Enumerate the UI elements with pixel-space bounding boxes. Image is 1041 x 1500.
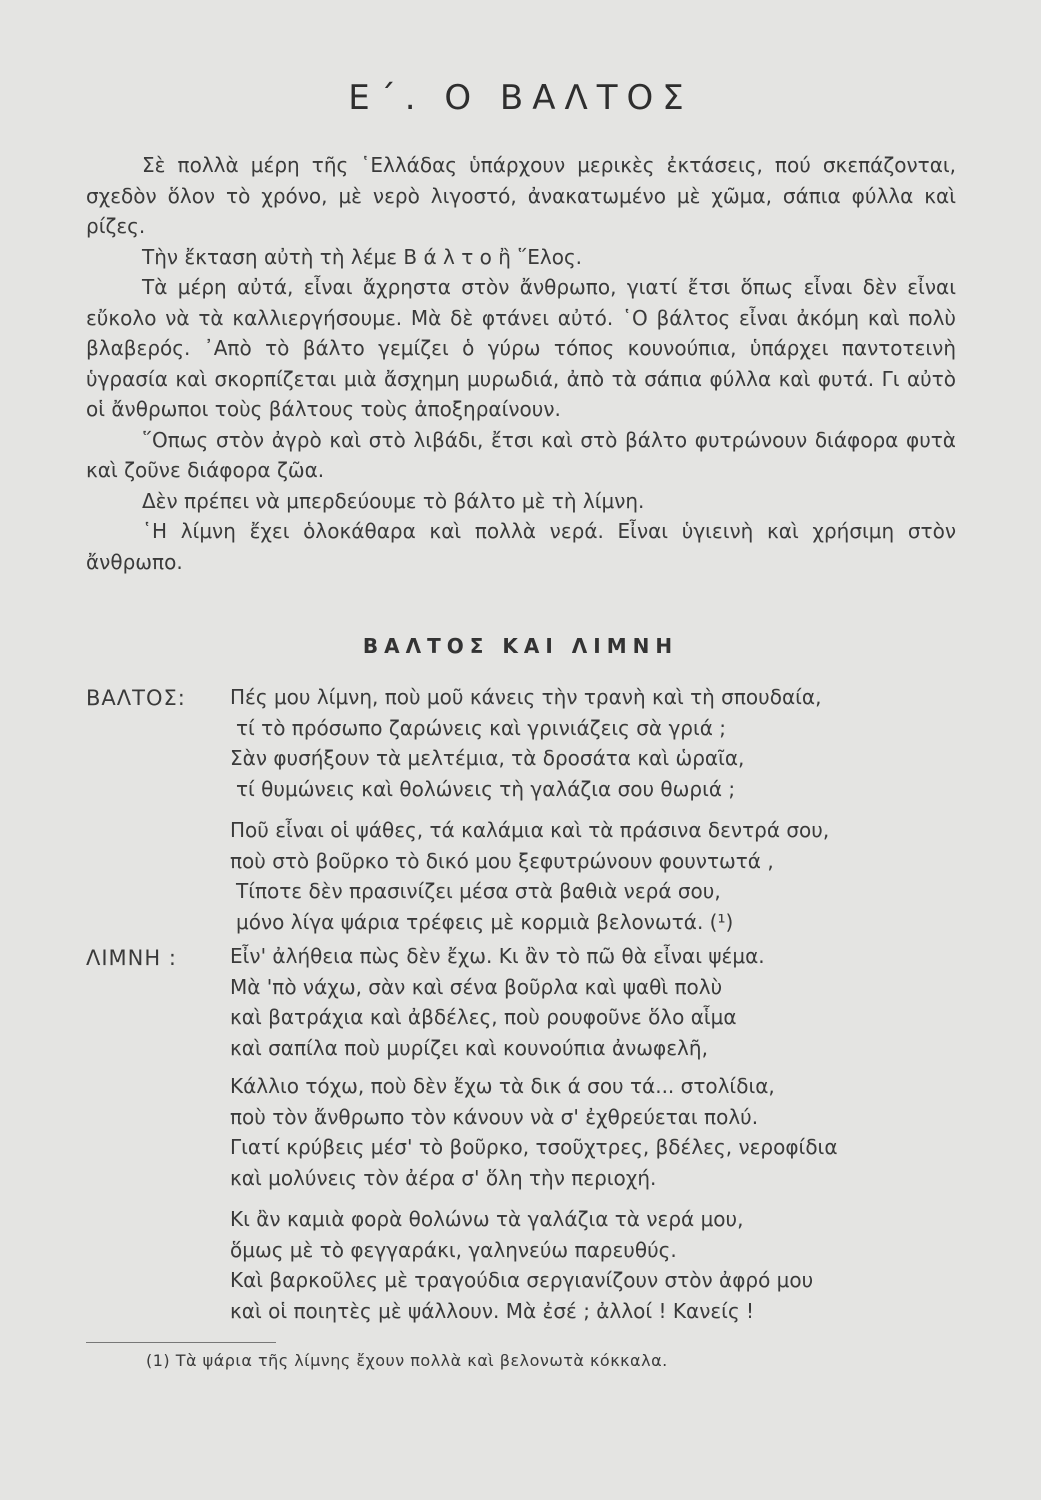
verse-line: καὶ μολύνεις τὸν ἀέρα σ' ὅλη τὴν περιοχή. (230, 1165, 657, 1190)
verse-line: ὅμως μὲ τὸ φεγγαράκι, γαληνεύω παρευθύς. (230, 1237, 677, 1262)
speaker-label-valtos: ΒΑΛΤΟΣ: (86, 686, 186, 710)
verse-line: Καὶ βαρκοῦλες μὲ τραγούδια σεργιανίζουν στὸν ἀφρό μου (230, 1268, 814, 1292)
paragraph: Δὲν πρέπει νὰ μπερδεύουμε τὸ βάλτο μὲ τὴ λίμνη. (142, 488, 645, 513)
paragraph: Τὰ μέρη αὐτά, εἶναι ἄχρηστα στὸν ἄνθρωπο, γιατί ἔτσι ὅπως εἶναι δὲν εἶναι εὔκολο νὰ τὰ καλλιεργήσουμε. Μὰ δὲ φτάνει αὐτό. ῾Ο βάλτος εἶναι ἀκόμη καὶ πολὺ βλαβερός. ᾿Απὸ τὸ βάλτο γεμίζει ὁ γύρω τόπος κουνούπια, ὑπάρχει παντοτεινὴ ὑγρασία καὶ σκορπίζεται μιὰ ἄσχημη μυρωδιά, ἀπὸ τὰ σάπια φύλλα καὶ φυτά. Γι αὐτὸ οἱ ἄνθρωποι τοὺς βάλτους τοὺς ἀποξηραίνουν. (86, 275, 956, 421)
verse-line: Κάλλιο τόχω, ποὺ δὲν ἔχω τὰ δικ ά σου τά... στολίδια, (230, 1074, 775, 1098)
verse-line: τί τὸ πρόσωπο ζαρώνεις καὶ γρινιάζεις σὰ γριά ; (236, 715, 727, 740)
paragraph: Σὲ πολλὰ μέρη τῆς ῾Ελλάδας ὑπάρχουν μερικὲς ἐκτάσεις, πού σκεπάζονται, σχεδὸν ὅλον τὸ χρόνο, μὲ νερὸ λιγοστό, ἀνακατωμένο μὲ χῶμα, σάπια φύλλα καὶ ρίζες. (86, 153, 956, 238)
verse-line: Ποῦ εἶναι οἱ ψάθες, τά καλάμια καὶ τὰ πράσινα δεντρά σου, (230, 818, 830, 842)
prose-body (86, 150, 956, 577)
verse-line: καὶ οἱ ποιητὲς μὲ ψάλλουν. Μὰ ἐσέ ; ἀλλοί ! Κανείς ! (230, 1298, 755, 1323)
footnote-divider (86, 1342, 276, 1343)
paragraph: ῞Οπως στὸν ἀγρὸ καὶ στὸ λιβάδι, ἔτσι καὶ στὸ βάλτο φυτρώνουν διάφορα φυτὰ καὶ ζοῦνε διάφορα ζῶα. (86, 427, 956, 482)
verse-line: ποὺ στὸ βοῦρκο τὸ δικό μου ξεφυτρώνουν φουντωτά , (230, 848, 774, 873)
stanza-3 (230, 941, 970, 1063)
poem-heading: ΒΑΛΤΟΣ ΚΑΙ ΛΙΜΝΗ (362, 634, 679, 658)
paragraph: ῾Η λίμνη ἔχει ὁλοκάθαρα καὶ πολλὰ νερά. Εἶναι ὑγιεινὴ καὶ χρήσιμη στὸν ἄνθρωπο. (86, 519, 956, 574)
stanza-5 (230, 1204, 970, 1326)
stanza-1 (230, 682, 970, 804)
verse-line: Εἶν' ἀλήθεια πὼς δὲν ἔχω. Κι ἂν τὸ πῶ θὰ εἶναι ψέμα. (230, 944, 765, 968)
verse-line: Μὰ 'πὸ νάχω, σὰν καὶ σένα βοῦρλα καὶ ψαθὶ πολὺ (230, 974, 723, 999)
paragraph: Τὴν ἔκταση αὐτὴ τὴ λέμε Β ά λ τ ο ἢ ῞Ελος. (142, 244, 583, 269)
verse-line: μόνο λίγα ψάρια τρέφεις μὲ κορμιὰ βελονωτά. (¹) (236, 909, 734, 934)
verse-line: τί θυμώνεις καὶ θολώνεις τὴ γαλάζια σου θωριά ; (236, 776, 736, 801)
verse-line: Πές μου λίμνη, ποὺ μοῦ κάνεις τὴν τρανὴ καὶ τὴ σπουδαία, (230, 685, 822, 709)
verse-line: Κι ἂν καμιὰ φορὰ θολώνω τὰ γαλάζια τὰ νερά μου, (230, 1207, 744, 1231)
verse-line: καὶ σαπίλα ποὺ μυρίζει καὶ κουνούπια ἀνωφελῆ, (230, 1035, 708, 1060)
verse-line: Τίποτε δὲν πρασινίζει μέσα στὰ βαθιὰ νερά σου, (236, 879, 721, 903)
footnote: (1) Τὰ ψάρια τῆς λίμνης ἔχουν πολλὰ καὶ βελονωτὰ κόκκαλα. (146, 1351, 668, 1370)
verse-line: καὶ βατράχια καὶ ἀβδέλες, ποὺ ρουφοῦνε ὅλο αἷμα (230, 1005, 737, 1029)
verse-line: Γιατί κρύβεις μέσ' τὸ βοῦρκο, τσοῦχτρες, βδέλες, νεροφίδια (230, 1135, 838, 1159)
verse-line: Σὰν φυσήξουν τὰ μελτέμια, τὰ δροσάτα καὶ ὡραῖα, (230, 746, 745, 770)
speaker-label-limni: ΛΙΜΝΗ : (86, 946, 177, 970)
stanza-2 (230, 815, 970, 937)
chapter-title: Ε΄. Ο ΒΑΛΤΟΣ (348, 78, 693, 118)
verse-line: ποὺ τὸν ἄνθρωπο τὸν κάνουν νὰ σ' ἐχθρεύεται πολύ. (230, 1104, 759, 1129)
stanza-4 (230, 1071, 970, 1193)
